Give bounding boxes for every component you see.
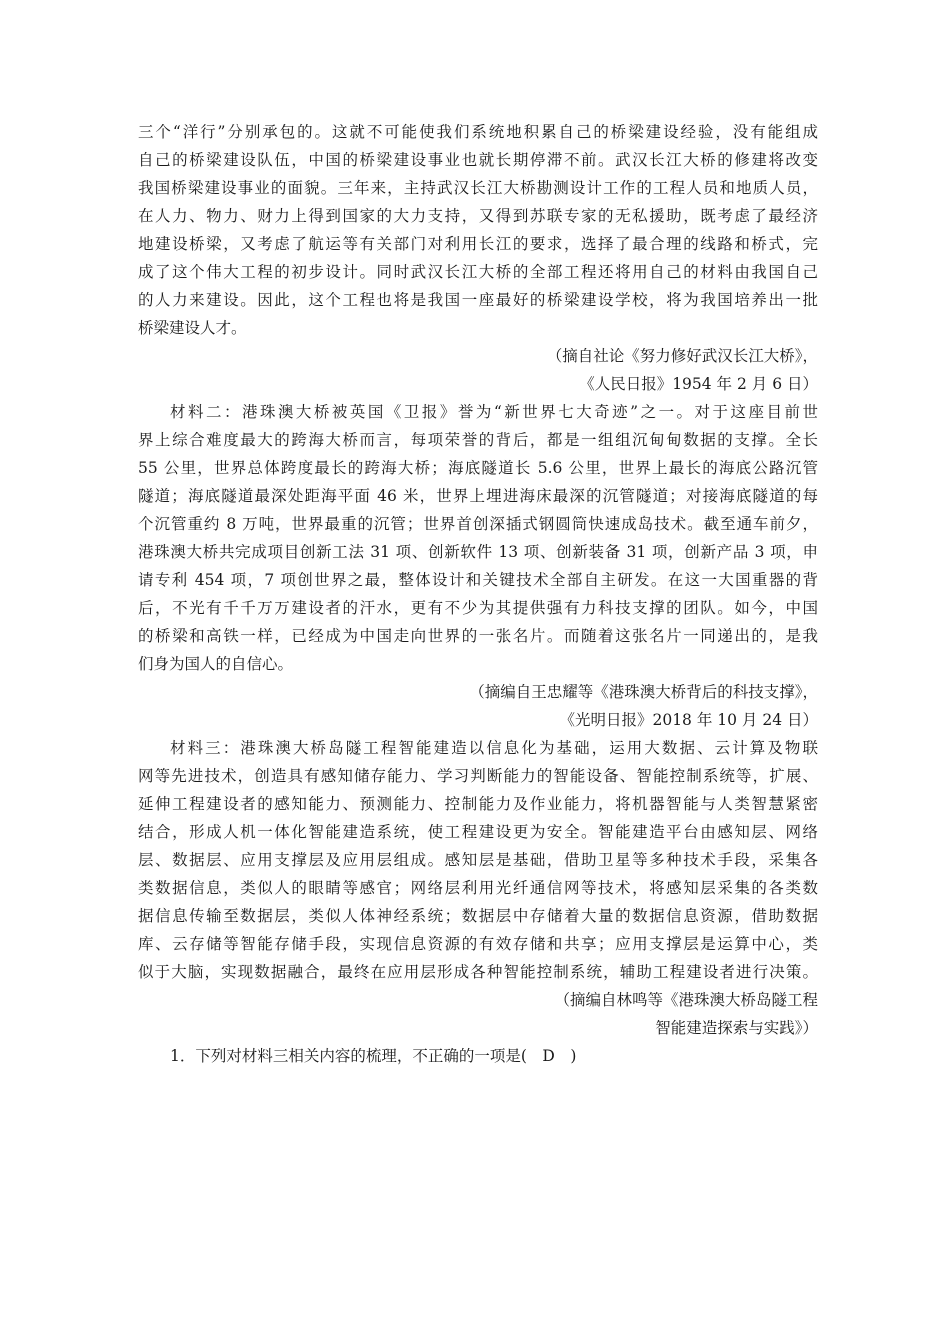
text-line: 桥梁建设人才。 [138, 319, 247, 337]
citation-line: 《光明日报》2018 年 10 月 24 日） [559, 711, 818, 729]
citation-line: （摘自社论《努力修好武汉长江大桥》， [546, 347, 818, 365]
text-line: 延伸工程建设者的感知能力、预测能力、控制能力及作业能力，将机器智能与人类智慧紧密 [138, 795, 818, 813]
text-line: 似于大脑，实现数据融合，最终在应用层形成各种智能控制系统，辅助工程建设者进行决策。 [138, 963, 818, 981]
text-line: 港珠澳大桥共完成项目创新工法 31 项、创新软件 13 项、创新装备 31 项，创新产品 3 项，申 [138, 543, 818, 561]
text-line: 网等先进技术，创造具有感知储存能力、学习判断能力的智能设备、智能控制系统等，扩展、 [138, 767, 818, 785]
text-line: 的桥梁和高铁一样，已经成为中国走向世界的一张名片。而随着这张名片一同递出的，是我 [138, 627, 818, 645]
text-line: 请专利 454 项，7 项创世界之最，整体设计和关键技术全部自主研发。在这一大国重器的背 [138, 571, 818, 589]
text-line: 隧道；海底隧道最深处距海平面 46 米，世界上埋进海床最深的沉管隧道；对接海底隧道的每 [138, 487, 818, 505]
text-line: 自己的桥梁建设队伍，中国的桥梁建设事业也就长期停滞不前。武汉长江大桥的修建将改变 [138, 151, 818, 169]
text-line: 层、数据层、应用支撑层及应用层组成。感知层是基础，借助卫星等多种技术手段，采集各 [138, 851, 818, 869]
text-line: 在人力、物力、财力上得到国家的大力支持，又得到苏联专家的无私援助，既考虑了最经济 [138, 207, 818, 225]
text-line: 后，不光有千千万万建设者的汗水，更有不少为其提供强有力科技支撑的团队。如今，中国 [138, 599, 818, 617]
citation-line: （摘编自王忠耀等《港珠澳大桥背后的科技支撑》， [469, 683, 818, 701]
text-line: 三个“洋行”分别承包的。这就不可能使我们系统地积累自己的桥梁建设经验，没有能组成 [138, 123, 818, 141]
citation-line: （摘编自林鸣等《港珠澳大桥岛隧工程 [554, 991, 818, 1009]
text-line: 我国桥梁建设事业的面貌。三年来，主持武汉长江大桥勘测设计工作的工程人员和地质人员， [138, 179, 818, 197]
question-line: 1．下列对材料三相关内容的梳理，不正确的一项是( D ) [170, 1047, 577, 1065]
text-line: 的人力来建设。因此，这个工程也将是我国一座最好的桥梁建设学校，将为我国培养出一批 [138, 291, 818, 309]
text-line: 库、云存储等智能存储手段，实现信息资源的有效存储和共享；应用支撑层是运算中心，类 [138, 935, 818, 953]
text-line: 界上综合难度最大的跨海大桥而言，每项荣誉的背后，都是一组组沉甸甸数据的支撑。全长 [138, 431, 818, 449]
text-line: 55 公里，世界总体跨度最长的跨海大桥；海底隧道长 5.6 公里，世界上最长的海底公路沉管 [138, 459, 818, 477]
text-line: 材料三：港珠澳大桥岛隧工程智能建造以信息化为基础，运用大数据、云计算及物联 [170, 739, 818, 757]
text-line: 地建设桥梁，又考虑了航运等有关部门对利用长江的要求，选择了最合理的线路和桥式，完 [138, 235, 818, 253]
text-line: 类数据信息，类似人的眼睛等感官；网络层利用光纤通信网等技术，将感知层采集的各类数 [138, 879, 818, 897]
citation-line: 《人民日报》1954 年 2 月 6 日） [579, 375, 818, 393]
text-line: 结合，形成人机一体化智能建造系统，使工程建设更为安全。智能建造平台由感知层、网络 [138, 823, 818, 841]
text-line: 们身为国人的自信心。 [138, 655, 294, 673]
text-line: 成了这个伟大工程的初步设计。同时武汉长江大桥的全部工程还将用自己的材料由我国自己 [138, 263, 818, 281]
text-line: 据信息传输至数据层，类似人体神经系统；数据层中存储着大量的数据信息资源，借助数据 [138, 907, 818, 925]
text-line: 个沉管重约 8 万吨，世界最重的沉管；世界首创深插式钢圆筒快速成岛技术。截至通车前夕， [138, 515, 818, 533]
text-line: 材料二：港珠澳大桥被英国《卫报》誉为“新世界七大奇迹”之一。对于这座目前世 [170, 403, 818, 421]
citation-line: 智能建造探索与实践》） [655, 1019, 818, 1037]
